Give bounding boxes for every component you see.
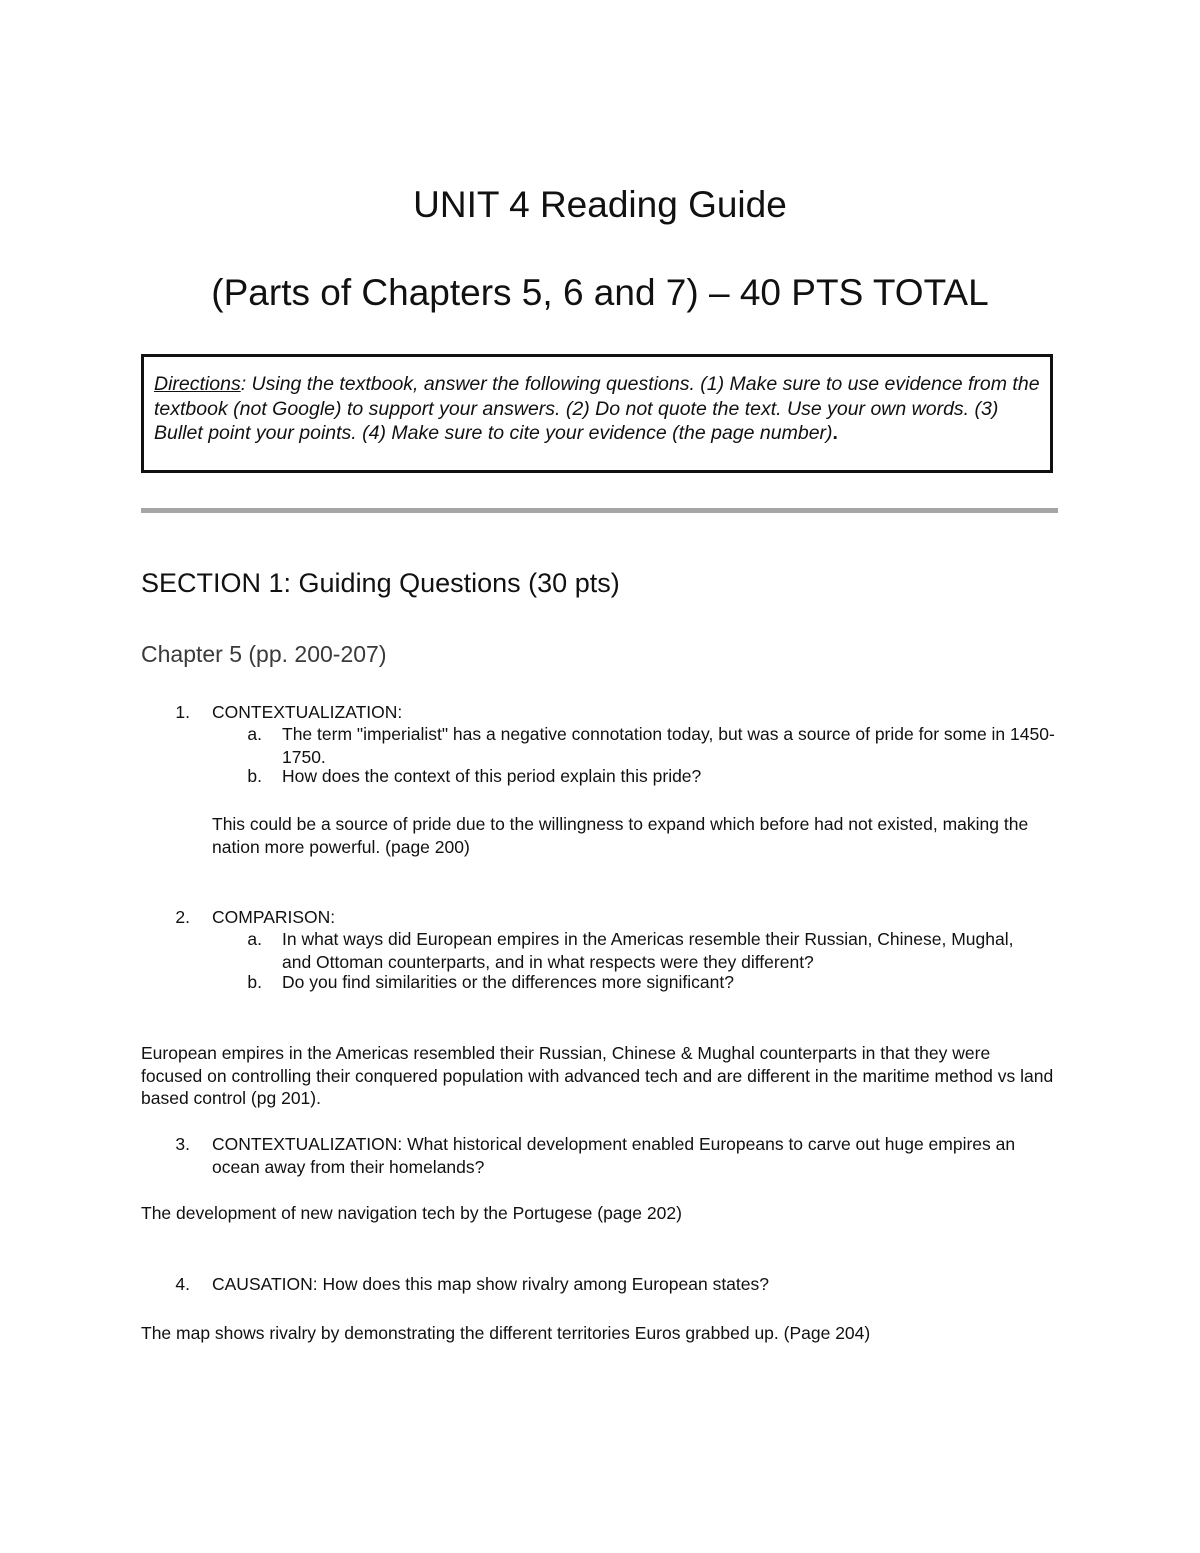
sub-question-letter: b. [247,766,262,786]
sub-question-letter: a. [247,724,262,744]
question-number: 3. [175,1134,190,1154]
sub-question-letter: b. [247,972,262,992]
question-label: CONTEXTUALIZATION: What historical development enabled Europeans to carve out huge empires an ocean away from their homelands? [212,1134,1016,1177]
document-title: UNIT 4 Reading Guide [413,184,787,225]
directions-text: : Using the textbook, answer the following questions. (1) Make sure to use evidence from the textbook (not Google) to support your answers. (2) Do not quote the text. Use your own words. (3) Bullet point your points. (4) Make sure to cite your evidence (the page number) [154,373,1040,444]
sub-question-text: How does the context of this period explain this pride? [282,766,702,786]
answer-text: This could be a source of pride due to the willingness to expand which before had not existed, making the nation more powerful. (page 200) [212,814,1029,857]
directions-box [141,354,1053,473]
sub-question-text: The term "imperialist" has a negative connotation today, but was a source of pride for some in 1450-1750. [282,724,1055,767]
question-label: CONTEXTUALIZATION: [212,702,403,722]
sub-question-text: Do you find similarities or the differences more significant? [282,972,734,992]
question-label: CAUSATION: How does this map show rivalry among European states? [212,1274,769,1294]
question-number: 4. [175,1274,190,1294]
answer-text: The map shows rivalry by demonstrating the different territories Euros grabbed up. (Page 204) [141,1323,871,1343]
answer-text: European empires in the Americas resembled their Russian, Chinese & Mughal counterparts in that they were focused on controlling their conquered population with advanced tech and are different in the maritime method vs land based control (pg 201). [141,1043,1054,1108]
sub-question-letter: a. [247,929,262,949]
question-number: 2. [175,907,190,927]
answer-text: The development of new navigation tech by the Portugese (page 202) [141,1203,682,1223]
chapter-heading: Chapter 5 (pp. 200-207) [141,641,387,667]
question-number: 1. [175,702,190,722]
section-divider [141,508,1058,513]
sub-question-text: In what ways did European empires in the Americas resemble their Russian, Chinese, Mughal, and Ottoman counterparts, and in what respects were they different? [282,929,1014,972]
directions-label: Directions [154,373,241,395]
section-heading: SECTION 1: Guiding Questions (30 pts) [141,568,620,598]
question-label: COMPARISON: [212,907,336,927]
directions-end: . [832,422,838,444]
document-subtitle: (Parts of Chapters 5, 6 and 7) – 40 PTS TOTAL [211,272,989,313]
